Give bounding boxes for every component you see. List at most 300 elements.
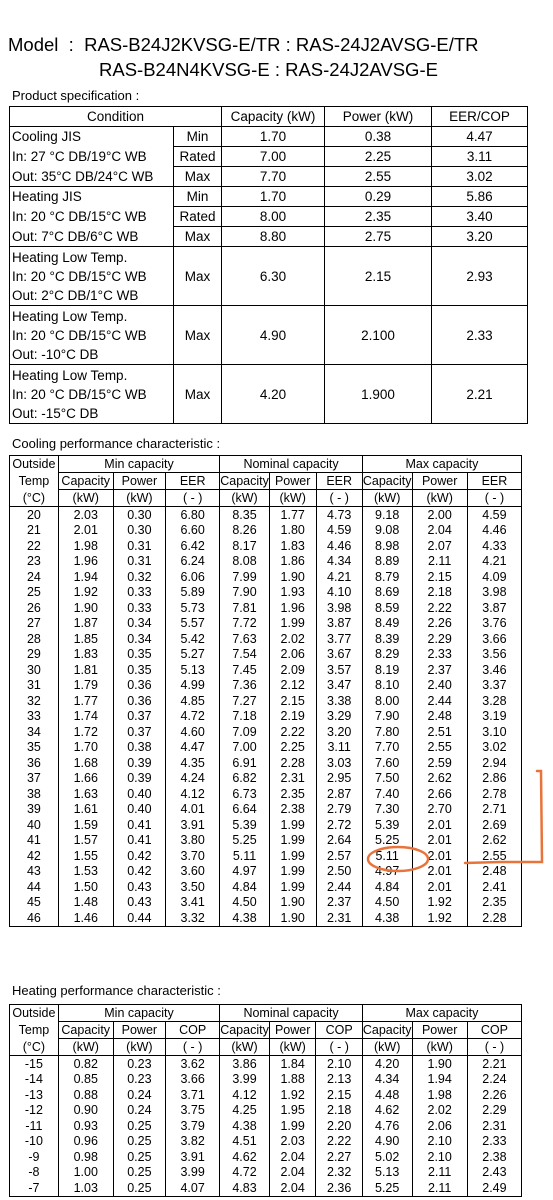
cooling-value-cell: 4.59 <box>316 523 362 539</box>
heating-col-header: Power <box>113 1022 165 1039</box>
cooling-table-row <box>10 554 522 570</box>
cooling-value-cell: 3.32 <box>166 910 220 926</box>
cooling-temp-cell: 36 <box>10 755 59 771</box>
heating-temp-cell: -10 <box>10 1134 59 1150</box>
cooling-temp-unit: (°C) <box>10 490 59 507</box>
cooling-col-header: Power <box>412 473 467 490</box>
cooling-temp-cell: 21 <box>10 523 59 539</box>
cooling-temp-cell: 20 <box>10 507 59 523</box>
cooling-value-cell: 0.44 <box>113 910 165 926</box>
heating-value-cell: 2.10 <box>412 1149 467 1165</box>
heating-value-cell: 2.32 <box>316 1165 362 1181</box>
cooling-value-cell: 2.15 <box>269 693 316 709</box>
heating-table-row <box>10 1149 522 1165</box>
spec-value-cell: 7.00 <box>222 147 325 167</box>
heating-value-cell: 2.15 <box>316 1087 362 1103</box>
cooling-value-cell: 1.99 <box>269 864 316 880</box>
spec-value-cell: 1.70 <box>222 127 325 147</box>
cooling-value-cell: 0.30 <box>113 523 165 539</box>
cooling-value-cell: 5.11 <box>220 848 270 864</box>
cooling-temp-cell: 43 <box>10 864 59 880</box>
cooling-value-cell: 3.46 <box>467 662 521 678</box>
cooling-value-cell: 0.35 <box>113 647 165 663</box>
cooling-temp-cell: 37 <box>10 771 59 787</box>
cooling-value-cell: 3.57 <box>316 662 362 678</box>
cooling-value-cell: 4.21 <box>467 554 521 570</box>
heating-value-cell: 2.04 <box>269 1180 316 1196</box>
cooling-value-cell: 4.46 <box>467 523 521 539</box>
spec-condition-line: Out: -10°C DB <box>12 346 99 362</box>
spec-condition-line: Out: 2°C DB/1°C WB <box>12 287 139 303</box>
spec-row <box>10 127 528 147</box>
cooling-value-cell: 4.50 <box>362 895 412 911</box>
cooling-value-cell: 3.50 <box>166 879 220 895</box>
cooling-value-cell: 4.84 <box>220 879 270 895</box>
cooling-value-cell: 1.50 <box>58 879 113 895</box>
cooling-value-cell: 5.73 <box>166 600 220 616</box>
cooling-value-cell: 4.72 <box>166 709 220 725</box>
cooling-value-cell: 2.87 <box>316 786 362 802</box>
cooling-value-cell: 0.38 <box>113 740 165 756</box>
heating-value-cell: 4.72 <box>220 1165 270 1181</box>
cooling-value-cell: 5.39 <box>220 817 270 833</box>
heating-col-header: Power <box>269 1022 316 1039</box>
cooling-table-row <box>10 786 522 802</box>
cooling-value-cell: 3.28 <box>467 693 521 709</box>
cooling-value-cell: 1.46 <box>58 910 113 926</box>
cooling-group-header: Min capacity <box>58 456 219 473</box>
heating-value-cell: 2.18 <box>316 1103 362 1119</box>
cooling-value-cell: 2.04 <box>412 523 467 539</box>
cooling-value-cell: 0.43 <box>113 879 165 895</box>
cooling-value-cell: 0.42 <box>113 864 165 880</box>
heating-value-cell: 3.75 <box>166 1103 220 1119</box>
cooling-value-cell: 7.72 <box>220 616 270 632</box>
heating-header-row-1 <box>10 1005 522 1022</box>
heating-table-row <box>10 1087 522 1103</box>
heating-units-row <box>10 1039 522 1056</box>
cooling-value-cell: 1.48 <box>58 895 113 911</box>
cooling-header-row-2 <box>10 473 522 490</box>
cooling-value-cell: 2.72 <box>316 817 362 833</box>
heating-value-cell: 0.82 <box>58 1056 113 1072</box>
heating-value-cell: 0.96 <box>58 1134 113 1150</box>
heating-value-cell: 1.00 <box>58 1165 113 1181</box>
cooling-table-row <box>10 538 522 554</box>
cooling-value-cell: 8.98 <box>362 538 412 554</box>
spec-header-3: EER/COP <box>432 107 528 127</box>
cooling-value-cell: 7.90 <box>220 585 270 601</box>
spec-value-cell: 2.55 <box>325 167 432 187</box>
cooling-value-cell: 8.39 <box>362 631 412 647</box>
cooling-value-cell: 4.73 <box>316 507 362 523</box>
cooling-value-cell: 9.08 <box>362 523 412 539</box>
cooling-value-cell: 3.41 <box>166 895 220 911</box>
spec-mode-cell: Max <box>174 227 222 247</box>
heating-table-row <box>10 1165 522 1181</box>
cooling-value-cell: 3.37 <box>467 678 521 694</box>
cooling-value-cell: 3.66 <box>467 631 521 647</box>
heating-value-cell: 2.13 <box>316 1072 362 1088</box>
cooling-value-cell: 2.31 <box>269 771 316 787</box>
cooling-value-cell: 2.31 <box>316 910 362 926</box>
cooling-value-cell: 3.76 <box>467 616 521 632</box>
cooling-value-cell: 4.24 <box>166 771 220 787</box>
spec-mode-cell: Max <box>174 306 222 365</box>
cooling-value-cell: 2.35 <box>467 895 521 911</box>
spec-condition-line: In: 27 °C DB/19°C WB <box>10 147 174 167</box>
spec-condition-line: Heating Low Temp. <box>12 367 128 383</box>
cooling-table-row <box>10 910 522 926</box>
cooling-value-cell: 2.66 <box>412 786 467 802</box>
heating-value-cell: 2.06 <box>412 1118 467 1134</box>
cooling-value-cell: 2.07 <box>412 538 467 554</box>
cooling-value-cell: 8.49 <box>362 616 412 632</box>
spec-value-cell: 6.30 <box>222 247 325 306</box>
cooling-value-cell: 3.67 <box>316 647 362 663</box>
cooling-temp-cell: 22 <box>10 538 59 554</box>
cooling-value-cell: 2.78 <box>467 786 521 802</box>
cooling-value-cell: 3.11 <box>316 740 362 756</box>
cooling-value-cell: 5.25 <box>220 833 270 849</box>
cooling-unit-cell: ( - ) <box>166 490 220 507</box>
heating-value-cell: 1.98 <box>412 1087 467 1103</box>
spec-condition-line: Out: -15°C DB <box>12 405 99 421</box>
cooling-value-cell: 7.80 <box>362 724 412 740</box>
heating-value-cell: 2.27 <box>316 1149 362 1165</box>
spec-condition-line: In: 20 °C DB/15°C WB <box>10 207 174 227</box>
cooling-unit-cell: (kW) <box>362 490 412 507</box>
heating-value-cell: 3.79 <box>166 1118 220 1134</box>
cooling-temp-cell: 29 <box>10 647 59 663</box>
cooling-value-cell: 1.99 <box>269 833 316 849</box>
spec-condition-cell <box>10 306 174 365</box>
spec-value-cell: 0.29 <box>325 187 432 207</box>
heating-value-cell: 1.03 <box>58 1180 113 1196</box>
heating-performance-table <box>9 1004 522 1197</box>
heating-value-cell: 0.85 <box>58 1072 113 1088</box>
cooling-value-cell: 1.90 <box>269 569 316 585</box>
spec-condition-cell <box>10 365 174 424</box>
heating-col-header: Capacity <box>362 1023 412 1037</box>
cooling-temp-cell: 40 <box>10 817 59 833</box>
cooling-performance-table <box>9 455 522 927</box>
cooling-value-cell: 2.02 <box>269 631 316 647</box>
cooling-value-cell: 2.71 <box>467 802 521 818</box>
cooling-value-cell: 3.38 <box>316 693 362 709</box>
cooling-value-cell: 4.99 <box>166 678 220 694</box>
cooling-value-cell: 6.91 <box>220 755 270 771</box>
cooling-value-cell: 4.50 <box>220 895 270 911</box>
cooling-temp-cell: 42 <box>10 848 59 864</box>
cooling-value-cell: 3.70 <box>166 848 220 864</box>
cooling-value-cell: 1.92 <box>412 910 467 926</box>
cooling-value-cell: 1.77 <box>269 507 316 523</box>
cooling-value-cell: 2.51 <box>412 724 467 740</box>
model-line-2 <box>8 57 479 82</box>
cooling-col-header: Power <box>113 473 165 490</box>
cooling-value-cell: 4.09 <box>467 569 521 585</box>
heating-value-cell: 1.95 <box>269 1103 316 1119</box>
heating-group-header: Min capacity <box>58 1005 219 1022</box>
cooling-value-cell: 1.63 <box>58 786 113 802</box>
cooling-value-cell: 0.32 <box>113 569 165 585</box>
cooling-value-cell: 1.77 <box>58 693 113 709</box>
heating-value-cell: 2.11 <box>412 1165 467 1181</box>
cooling-value-cell: 2.94 <box>467 755 521 771</box>
cooling-unit-cell: (kW) <box>113 490 165 507</box>
cooling-value-cell: 4.59 <box>467 507 521 523</box>
cooling-value-cell: 7.45 <box>220 662 270 678</box>
cooling-value-cell: 1.66 <box>58 771 113 787</box>
cooling-col-header: EER <box>467 473 521 490</box>
model-header <box>8 32 479 82</box>
spec-value-cell: 3.20 <box>432 227 528 247</box>
cooling-value-cell: 0.37 <box>113 709 165 725</box>
cooling-temp-cell: 38 <box>10 786 59 802</box>
heating-outside-label: Outside <box>10 1005 59 1022</box>
cooling-value-cell: 2.11 <box>412 554 467 570</box>
cooling-value-cell: 2.25 <box>269 740 316 756</box>
cooling-value-cell: 7.54 <box>220 647 270 663</box>
cooling-value-cell: 7.90 <box>362 709 412 725</box>
cooling-value-cell: 5.57 <box>166 616 220 632</box>
cooling-value-cell: 8.19 <box>362 662 412 678</box>
cooling-value-cell: 7.70 <box>362 740 412 756</box>
heating-unit-cell: (kW) <box>220 1039 270 1056</box>
heating-value-cell: 2.21 <box>467 1056 521 1072</box>
cooling-value-cell: 3.29 <box>316 709 362 725</box>
cooling-value-cell: 2.12 <box>269 678 316 694</box>
model-line-1 <box>8 32 479 57</box>
heating-temp-label: Temp <box>10 1022 59 1039</box>
heating-value-cell: 3.66 <box>166 1072 220 1088</box>
cooling-value-cell: 1.74 <box>58 709 113 725</box>
cooling-value-cell: 1.59 <box>58 817 113 833</box>
cooling-value-cell: 8.29 <box>362 647 412 663</box>
cooling-value-cell: 4.34 <box>316 554 362 570</box>
cooling-value-cell: 2.01 <box>412 817 467 833</box>
heating-value-cell: 2.29 <box>467 1103 521 1119</box>
cooling-value-cell: 3.10 <box>467 724 521 740</box>
cooling-value-cell: 4.01 <box>166 802 220 818</box>
cooling-value-cell: 0.33 <box>113 600 165 616</box>
cooling-value-cell: 6.06 <box>166 569 220 585</box>
heating-value-cell: 2.10 <box>412 1134 467 1150</box>
cooling-value-cell: 0.41 <box>113 817 165 833</box>
heating-temp-cell: -8 <box>10 1165 59 1181</box>
cooling-value-cell: 4.12 <box>166 786 220 802</box>
spec-header-2: Power (kW) <box>325 107 432 127</box>
heating-value-cell: 2.11 <box>412 1180 467 1196</box>
cooling-value-cell: 1.98 <box>58 538 113 554</box>
spec-row <box>10 227 528 247</box>
spec-value-cell: 2.75 <box>325 227 432 247</box>
cooling-value-cell: 8.17 <box>220 538 270 554</box>
heating-value-cell: 0.25 <box>113 1118 165 1134</box>
cooling-value-cell: 2.06 <box>269 647 316 663</box>
heating-value-cell: 0.88 <box>58 1087 113 1103</box>
model-number-1: RAS-B24J2KVSG-E/TR : RAS-24J2AVSG-E/TR <box>84 34 479 55</box>
heating-header-row-2 <box>10 1022 522 1039</box>
heating-value-cell: 2.03 <box>269 1134 316 1150</box>
cooling-value-cell: 0.40 <box>113 802 165 818</box>
heating-value-cell: 4.90 <box>362 1134 412 1150</box>
cooling-col-header: Capacity <box>362 474 412 488</box>
cooling-col-header: EER <box>166 473 220 490</box>
heating-value-cell: 1.90 <box>412 1056 467 1072</box>
spec-value-cell: 2.15 <box>325 247 432 306</box>
heating-table-row <box>10 1072 522 1088</box>
heating-value-cell: 4.76 <box>362 1118 412 1134</box>
cooling-value-cell: 2.69 <box>467 817 521 833</box>
cooling-value-cell: 6.60 <box>166 523 220 539</box>
cooling-value-cell: 3.02 <box>467 740 521 756</box>
cooling-value-cell: 8.79 <box>362 569 412 585</box>
heating-value-cell: 2.33 <box>467 1134 521 1150</box>
cooling-value-cell: 1.70 <box>58 740 113 756</box>
heating-unit-cell: (kW) <box>362 1039 412 1056</box>
heating-value-cell: 0.23 <box>113 1056 165 1072</box>
heating-value-cell: 0.24 <box>113 1103 165 1119</box>
heating-value-cell: 5.02 <box>362 1149 412 1165</box>
heating-unit-cell: (kW) <box>412 1039 467 1056</box>
cooling-table-row <box>10 569 522 585</box>
cooling-value-cell: 4.46 <box>316 538 362 554</box>
cooling-col-header: Capacity <box>220 474 269 488</box>
cooling-value-cell: 2.19 <box>269 709 316 725</box>
cooling-value-cell: 1.83 <box>58 647 113 663</box>
spec-condition-line: Out: 35°C DB/24°C WB <box>10 167 174 187</box>
cooling-value-cell: 0.31 <box>113 554 165 570</box>
heating-title: Heating performance characteristic : <box>12 983 221 998</box>
cooling-table-row <box>10 802 522 818</box>
heating-value-cell: 4.12 <box>220 1087 270 1103</box>
heating-value-cell: 4.48 <box>362 1087 412 1103</box>
cooling-value-cell: 1.96 <box>58 554 113 570</box>
cooling-value-cell: 2.55 <box>412 740 467 756</box>
cooling-value-cell: 7.81 <box>220 600 270 616</box>
cooling-value-cell: 6.80 <box>166 507 220 523</box>
cooling-units-row <box>10 490 522 507</box>
cooling-temp-cell: 39 <box>10 802 59 818</box>
heating-value-cell: 4.51 <box>220 1134 270 1150</box>
cooling-value-cell: 0.31 <box>113 538 165 554</box>
heating-value-cell: 1.94 <box>412 1072 467 1088</box>
cooling-table-row <box>10 879 522 895</box>
heating-value-cell: 0.25 <box>113 1149 165 1165</box>
heating-temp-cell: -11 <box>10 1118 59 1134</box>
cooling-table-row <box>10 585 522 601</box>
heating-value-cell: 3.86 <box>220 1056 270 1072</box>
cooling-unit-cell: (kW) <box>269 490 316 507</box>
spec-value-cell: 2.100 <box>325 306 432 365</box>
cooling-table-row <box>10 740 522 756</box>
heating-temp-cell: -13 <box>10 1087 59 1103</box>
cooling-value-cell: 3.80 <box>166 833 220 849</box>
cooling-value-cell: 7.50 <box>362 771 412 787</box>
heating-value-cell: 2.20 <box>316 1118 362 1134</box>
cooling-table-row <box>10 709 522 725</box>
cooling-value-cell: 2.55 <box>467 848 521 864</box>
cooling-table-row <box>10 724 522 740</box>
cooling-value-cell: 2.01 <box>412 864 467 880</box>
cooling-value-cell: 7.99 <box>220 569 270 585</box>
cooling-value-cell: 2.64 <box>316 833 362 849</box>
cooling-value-cell: 2.37 <box>316 895 362 911</box>
spec-condition-cell <box>10 247 174 306</box>
cooling-value-cell: 7.60 <box>362 755 412 771</box>
spec-condition-line: Heating Low Temp. <box>12 249 128 265</box>
cooling-value-cell: 5.13 <box>166 662 220 678</box>
cooling-value-cell: 1.68 <box>58 755 113 771</box>
cooling-value-cell: 2.26 <box>412 616 467 632</box>
heating-value-cell: 1.92 <box>269 1087 316 1103</box>
heating-value-cell: 5.13 <box>362 1165 412 1181</box>
spec-value-cell: 1.70 <box>222 187 325 207</box>
spec-value-cell: 3.40 <box>432 207 528 227</box>
cooling-value-cell: 1.55 <box>58 848 113 864</box>
cooling-value-cell: 6.42 <box>166 538 220 554</box>
cooling-value-cell: 8.00 <box>362 693 412 709</box>
cooling-value-cell: 4.35 <box>166 755 220 771</box>
cooling-value-cell: 3.98 <box>316 600 362 616</box>
cooling-temp-cell: 34 <box>10 724 59 740</box>
spec-value-cell: 4.90 <box>222 306 325 365</box>
cooling-temp-cell: 45 <box>10 895 59 911</box>
cooling-value-cell: 4.60 <box>166 724 220 740</box>
heating-value-cell: 4.38 <box>220 1118 270 1134</box>
cooling-value-cell: 1.72 <box>58 724 113 740</box>
cooling-value-cell: 1.90 <box>269 895 316 911</box>
cooling-value-cell: 1.53 <box>58 864 113 880</box>
spec-value-cell: 1.900 <box>325 365 432 424</box>
heating-value-cell: 4.07 <box>166 1180 220 1196</box>
cooling-value-cell: 2.15 <box>412 569 467 585</box>
cooling-table-row <box>10 662 522 678</box>
cooling-value-cell: 0.43 <box>113 895 165 911</box>
spec-condition-line: Cooling JIS <box>10 127 174 147</box>
spec-condition-line: In: 20 °C DB/15°C WB <box>12 268 147 284</box>
heating-value-cell: 3.82 <box>166 1134 220 1150</box>
cooling-value-cell: 1.99 <box>269 879 316 895</box>
cooling-value-cell: 1.99 <box>269 848 316 864</box>
cooling-header-row-1 <box>10 456 522 473</box>
heating-unit-cell: ( - ) <box>166 1039 220 1056</box>
spec-value-cell: 8.80 <box>222 227 325 247</box>
cooling-value-cell: 1.80 <box>269 523 316 539</box>
cooling-value-cell: 2.28 <box>467 910 521 926</box>
heating-col-header: COP <box>166 1022 220 1039</box>
cooling-value-cell: 1.90 <box>269 910 316 926</box>
cooling-value-cell: 2.01 <box>412 879 467 895</box>
spec-mode-cell: Min <box>174 187 222 207</box>
cooling-value-cell: 1.96 <box>269 600 316 616</box>
cooling-value-cell: 3.77 <box>316 631 362 647</box>
spec-title: Product specification : <box>12 88 140 103</box>
cooling-group-header: Max capacity <box>362 456 521 473</box>
cooling-value-cell: 2.29 <box>412 631 467 647</box>
cooling-value-cell: 7.27 <box>220 693 270 709</box>
cooling-value-cell: 1.92 <box>58 585 113 601</box>
cooling-value-cell: 0.39 <box>113 755 165 771</box>
spec-value-cell: 5.86 <box>432 187 528 207</box>
cooling-temp-cell: 41 <box>10 833 59 849</box>
cooling-value-cell: 1.83 <box>269 538 316 554</box>
cooling-table-row <box>10 600 522 616</box>
heating-temp-cell: -14 <box>10 1072 59 1088</box>
heating-value-cell: 2.04 <box>269 1149 316 1165</box>
